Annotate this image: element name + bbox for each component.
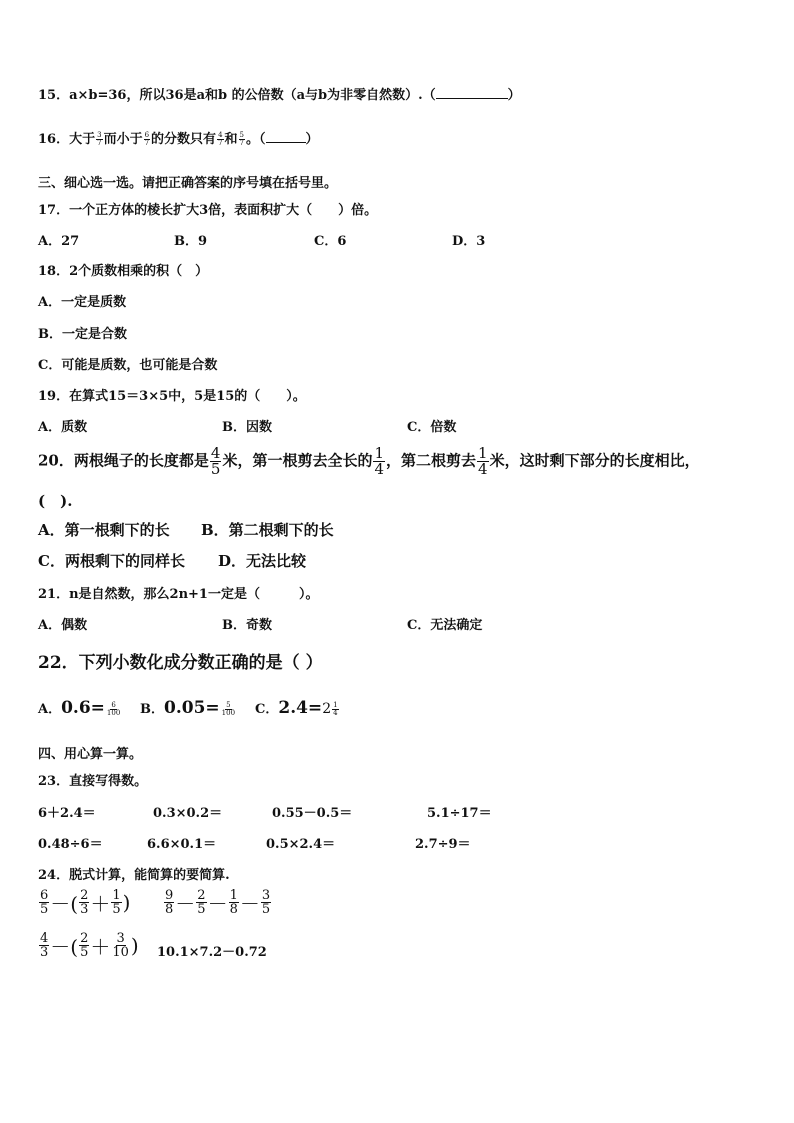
fraction: $\frac{1}{4}$	[333, 701, 338, 717]
calc-item[interactable]: 2.7÷9＝	[415, 837, 471, 852]
answer-blank[interactable]	[266, 130, 306, 143]
question-17: 17．一个正方体的棱长扩大3倍，表面积扩大（ ）倍。	[38, 203, 378, 218]
question-16: 16．大于 $\frac{3}{7}$ 而小于 $\frac{6}{7}$ 的分数只有 $\frac{4}{7}$ 和 $\frac{5}{7}$ 。（ ）	[38, 131, 319, 147]
expression-1[interactable]: $\frac{6}{5}$ －( $\frac{2}{3}$ ＋ $\frac{1}{5}$ )	[40, 888, 131, 917]
option-b[interactable]: B．一定是合数	[38, 327, 127, 342]
question-23: 23．直接写得数。	[38, 774, 148, 789]
calc-item[interactable]: 6.6×0.1＝	[147, 837, 217, 852]
option-b[interactable]: B．因数	[222, 420, 272, 435]
option-c[interactable]: C．2.4=2 $\frac{1}{4}$	[255, 698, 338, 718]
expression-2[interactable]: $\frac{9}{8}$ － $\frac{2}{5}$ － $\frac{1}{8}$ － $\frac{3}{5}$	[165, 888, 271, 917]
question-24: 24．脱式计算，能简算的要简算.	[38, 868, 230, 883]
calc-item[interactable]: 6＋2.4＝	[38, 806, 96, 821]
option-c[interactable]: C．倍数	[407, 420, 457, 435]
option-d[interactable]: D．3	[452, 234, 486, 249]
calc-item[interactable]: 0.5×2.4＝	[266, 837, 336, 852]
question-19: 19．在算式15＝3×5中，5是15的（ ）。	[38, 389, 306, 404]
option-a[interactable]: A．质数	[38, 420, 88, 435]
fraction: $\frac{5}{7}$	[239, 131, 245, 147]
fraction: $\frac{1}{4}$	[478, 444, 488, 478]
question-15: 15．a×b=36，所以36是a和b 的公倍数（a与b为非零自然数）.（ ）	[38, 88, 521, 103]
answer-paren[interactable]: ( ).	[38, 492, 73, 510]
option-a[interactable]: A．偶数	[38, 618, 88, 633]
option-a[interactable]: A．第一根剩下的长	[38, 521, 170, 539]
fraction: $\frac{6}{100}$	[106, 701, 121, 717]
option-b[interactable]: B．0.05= $\frac{5}{100}$	[140, 698, 236, 718]
section-title-4: 四、用心算一算。	[38, 747, 143, 762]
option-a[interactable]: A．27	[38, 234, 80, 249]
option-c[interactable]: C．6	[314, 234, 347, 249]
expression-4[interactable]: 10.1×7.2－0.72	[157, 945, 267, 960]
option-b[interactable]: B．第二根剩下的长	[201, 521, 334, 539]
question-22: 22．下列小数化成分数正确的是（ ）	[38, 653, 323, 673]
expression-3[interactable]: $\frac{4}{3}$ －( $\frac{2}{5}$ ＋ $\frac{3}{10}$ )	[40, 931, 139, 960]
calc-item[interactable]: 0.48÷6＝	[38, 837, 103, 852]
option-b[interactable]: B．9	[174, 234, 208, 249]
option-c[interactable]: C．可能是质数，也可能是合数	[38, 358, 218, 373]
answer-blank[interactable]	[436, 86, 508, 99]
question-21: 21．n是自然数，那么2n+1一定是（ ）。	[38, 587, 319, 602]
option-a[interactable]: A．一定是质数	[38, 295, 127, 310]
option-c[interactable]: C．两根剩下的同样长	[38, 552, 185, 570]
option-b[interactable]: B．奇数	[222, 618, 272, 633]
section-title-3: 三、细心选一选。请把正确答案的序号填在括号里。	[38, 176, 338, 191]
fraction: $\frac{4}{7}$	[218, 131, 223, 147]
calc-item[interactable]: 0.55－0.5＝	[272, 806, 353, 821]
fraction: $\frac{1}{4}$	[374, 444, 384, 478]
calc-item[interactable]: 0.3×0.2＝	[153, 806, 223, 821]
fraction: $\frac{6}{7}$	[144, 131, 150, 147]
option-a[interactable]: A．0.6= $\frac{6}{100}$	[38, 698, 121, 718]
question-18: 18．2个质数相乘的积（ ）	[38, 264, 209, 279]
question-20: 20．两根绳子的长度都是 $\frac{4}{5}$ 米，第一根剪去全长的 $\frac{1}{4}$ ，第二根剪去 $\frac{1}{4}$ 米，这时剩下部分的长度相比，	[38, 444, 700, 478]
option-c[interactable]: C．无法确定	[407, 618, 483, 633]
fraction: $\frac{3}{7}$	[97, 131, 102, 147]
fraction: $\frac{4}{5}$	[210, 444, 221, 478]
fraction: $\frac{5}{100}$	[221, 701, 236, 717]
calc-item[interactable]: 5.1÷17＝	[427, 806, 492, 821]
option-d[interactable]: D．无法比较	[218, 552, 307, 570]
